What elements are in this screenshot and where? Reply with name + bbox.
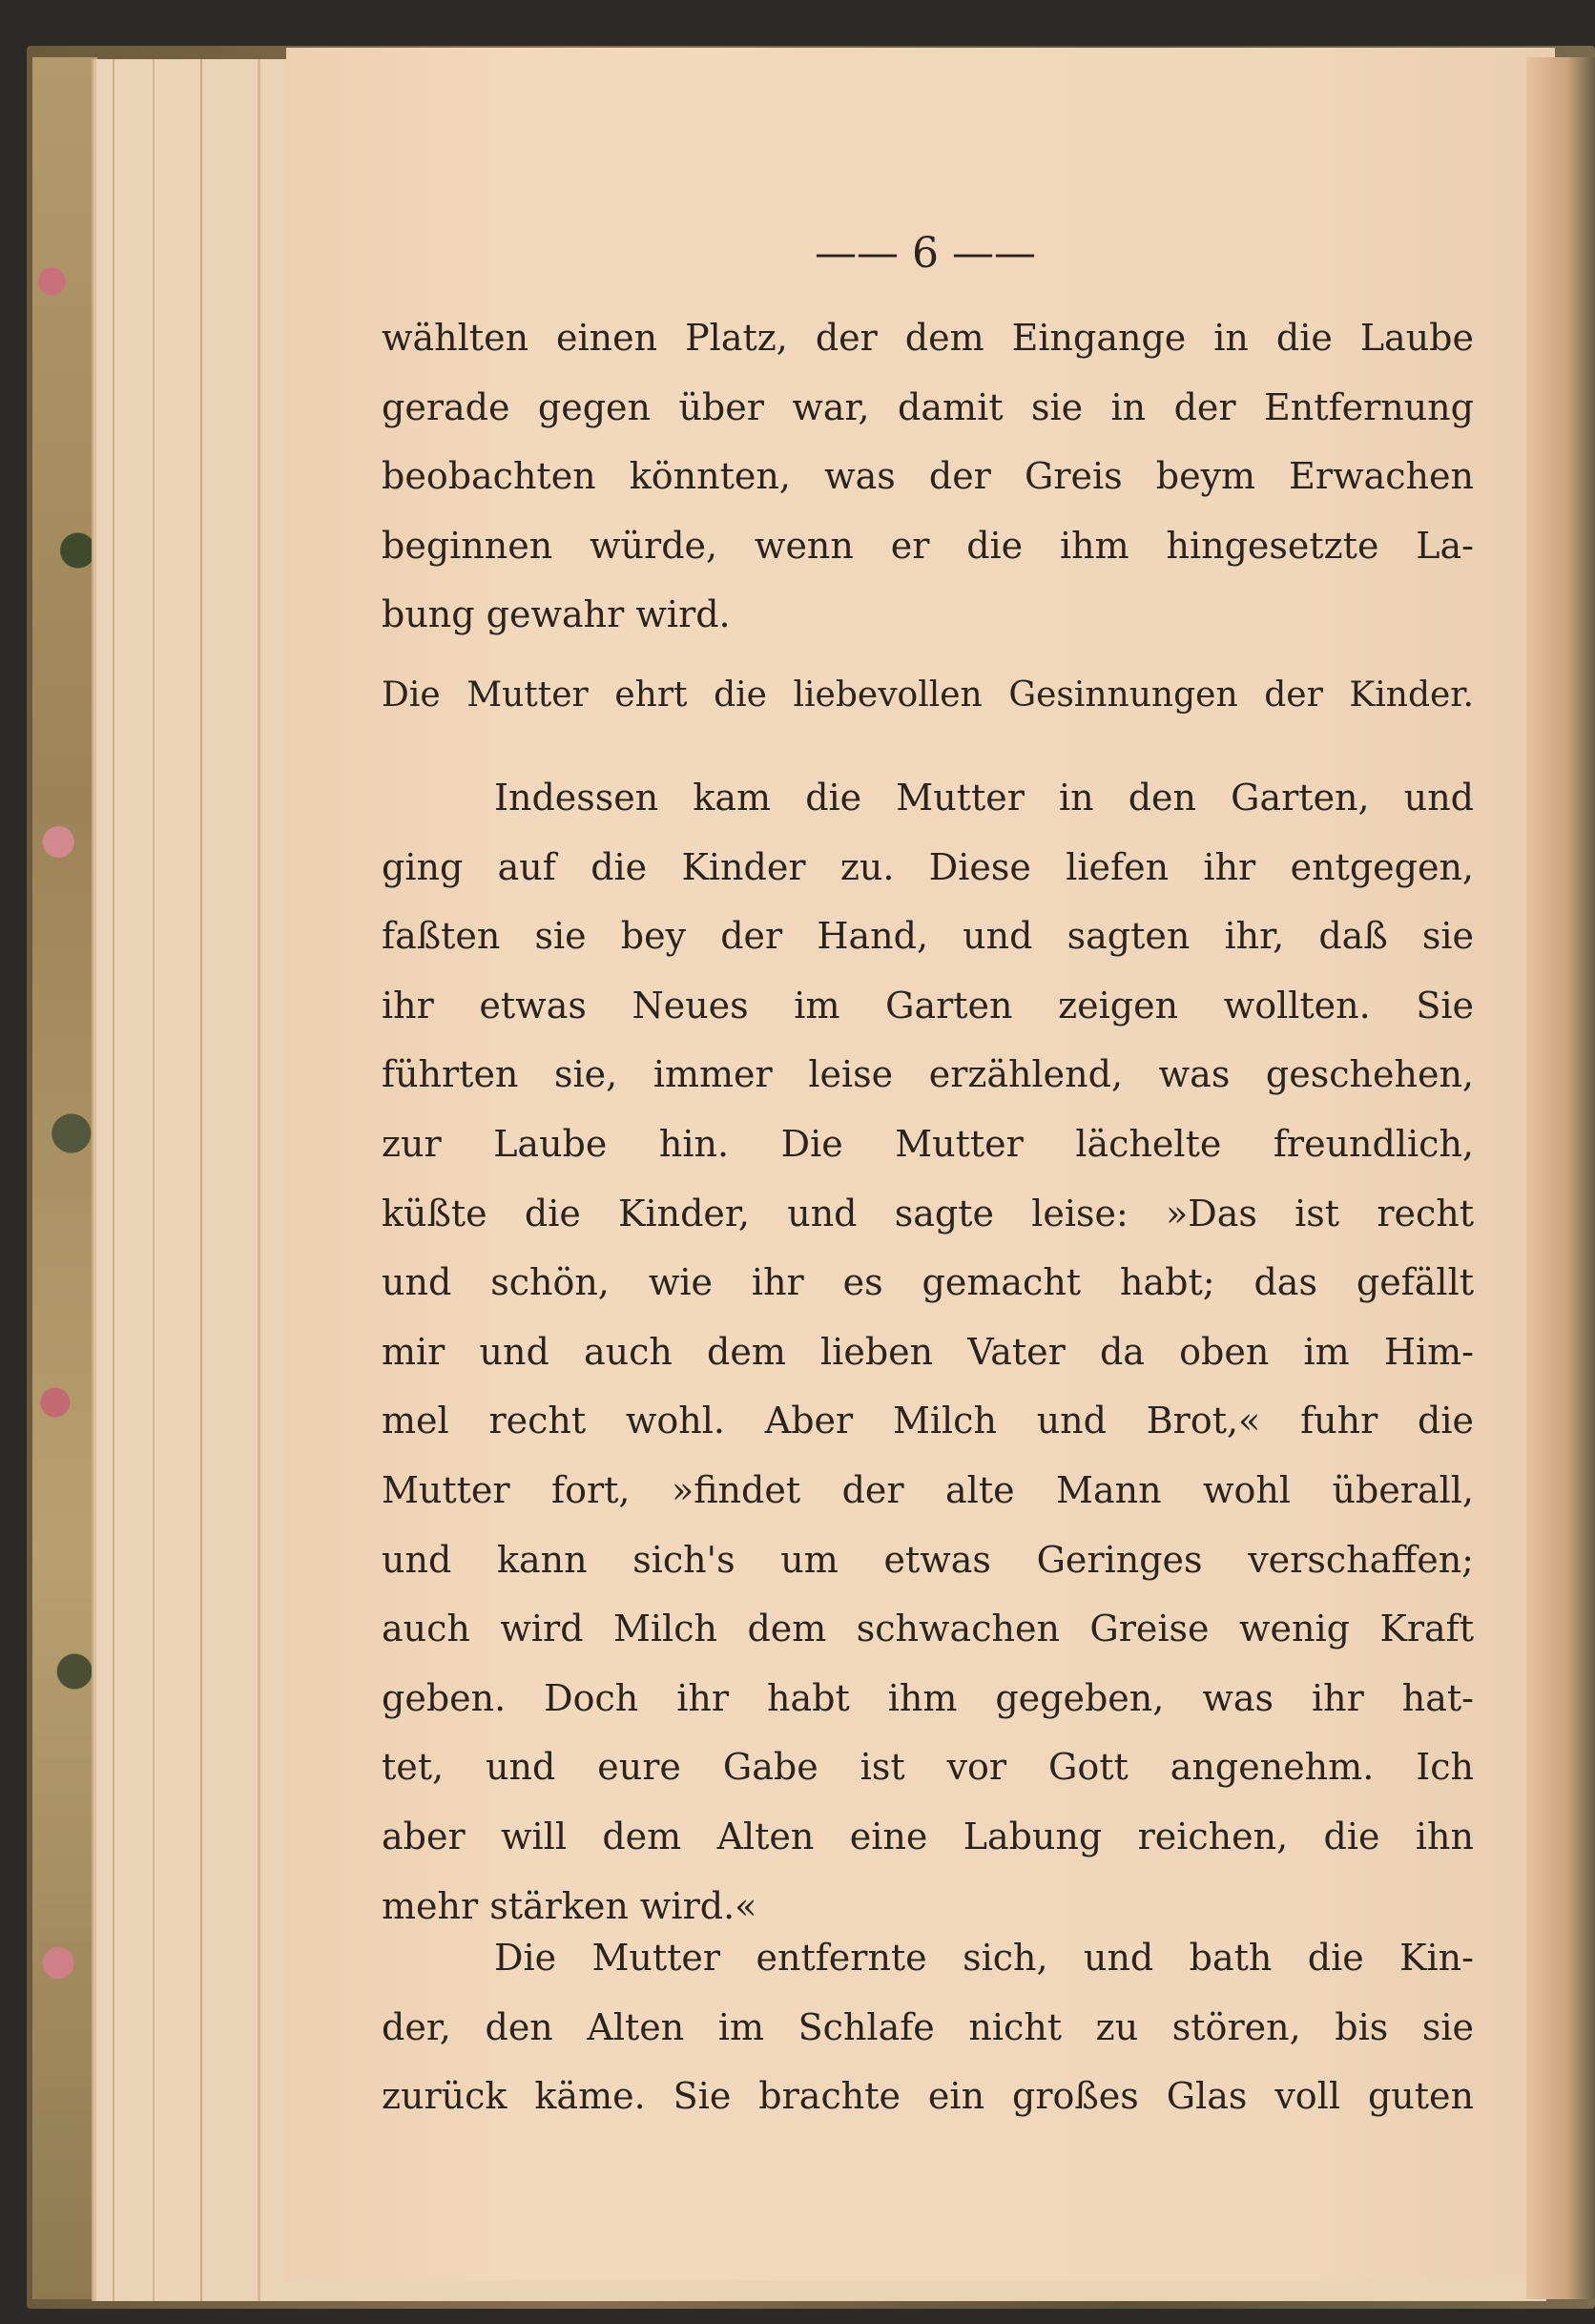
page-edge	[113, 59, 114, 2301]
text-line: ihr etwas Neues im Garten zeigen wollten. Sie	[382, 984, 1474, 1027]
text-line: gerade gegen über war, damit sie in der Entfernung	[382, 385, 1474, 428]
marbled-endpaper	[32, 57, 97, 2299]
text-line: zurück käme. Sie brachte ein großes Glas voll guten	[382, 2075, 1474, 2118]
text-line: faßten sie bey der Hand, und sagten ihr, daß sie	[382, 915, 1474, 958]
text-line: und schön, wie ihr es gemacht habt; das gefällt	[382, 1261, 1474, 1304]
text-line: mel recht wohl. Aber Milch und Brot,« fuhr die	[382, 1400, 1474, 1442]
text-line: beobachten könnten, was der Greis beym Erwachen	[382, 455, 1474, 498]
page-edge	[153, 59, 155, 2301]
facing-page-edge	[1526, 57, 1595, 2299]
text-line: ging auf die Kinder zu. Diese liefen ihr entgegen,	[382, 845, 1474, 888]
text-line: führten sie, immer leise erzählend, was geschehen,	[382, 1053, 1474, 1096]
text-line: Indessen kam die Mutter in den Garten, und	[494, 777, 1474, 819]
paragraph-1	[382, 303, 1474, 650]
page-number-header: —— 6 ——	[815, 229, 1036, 278]
text-line: küßte die Kinder, und sagte leise: »Das ist recht	[382, 1192, 1474, 1235]
text-line: mehr stärken wird.«	[382, 1884, 757, 1927]
paragraph-2	[382, 763, 1474, 1940]
text-line: wählten einen Platz, der dem Eingange in die Laube	[382, 317, 1474, 359]
text-line: Die Mutter entfernte sich, und bath die Kin-	[494, 1937, 1474, 1979]
text-line: zur Laube hin. Die Mutter lächelte freundlich,	[382, 1122, 1474, 1165]
section-heading: Die Mutter ehrt die liebevollen Gesinnungen der Kinder.	[382, 675, 1474, 715]
text-line: tet, und eure Gabe ist vor Gott angenehm. Ich	[382, 1746, 1474, 1789]
text-line: bung gewahr wird.	[382, 593, 731, 636]
text-line: beginnen würde, wenn er die ihm hingesetzte La-	[382, 524, 1474, 567]
text-line: geben. Doch ihr habt ihm gegeben, was ihr hat-	[382, 1676, 1474, 1719]
text-line: auch wird Milch dem schwachen Greise wenig Kraft	[382, 1608, 1474, 1650]
text-line: Mutter fort, »findet der alte Mann wohl überall,	[382, 1468, 1474, 1511]
text-line: aber will dem Alten eine Labung reichen, die ihn	[382, 1815, 1474, 1857]
paragraph-3	[382, 1923, 1474, 2131]
text-line: mir und auch dem lieben Vater da oben im Him-	[382, 1330, 1474, 1373]
page-edge	[258, 59, 260, 2301]
text-line: der, den Alten im Schlafe nicht zu stören, bis sie	[382, 2005, 1474, 2048]
page-edge	[200, 59, 202, 2301]
text-line: und kann sich's um etwas Geringes verschaffen;	[382, 1538, 1474, 1581]
